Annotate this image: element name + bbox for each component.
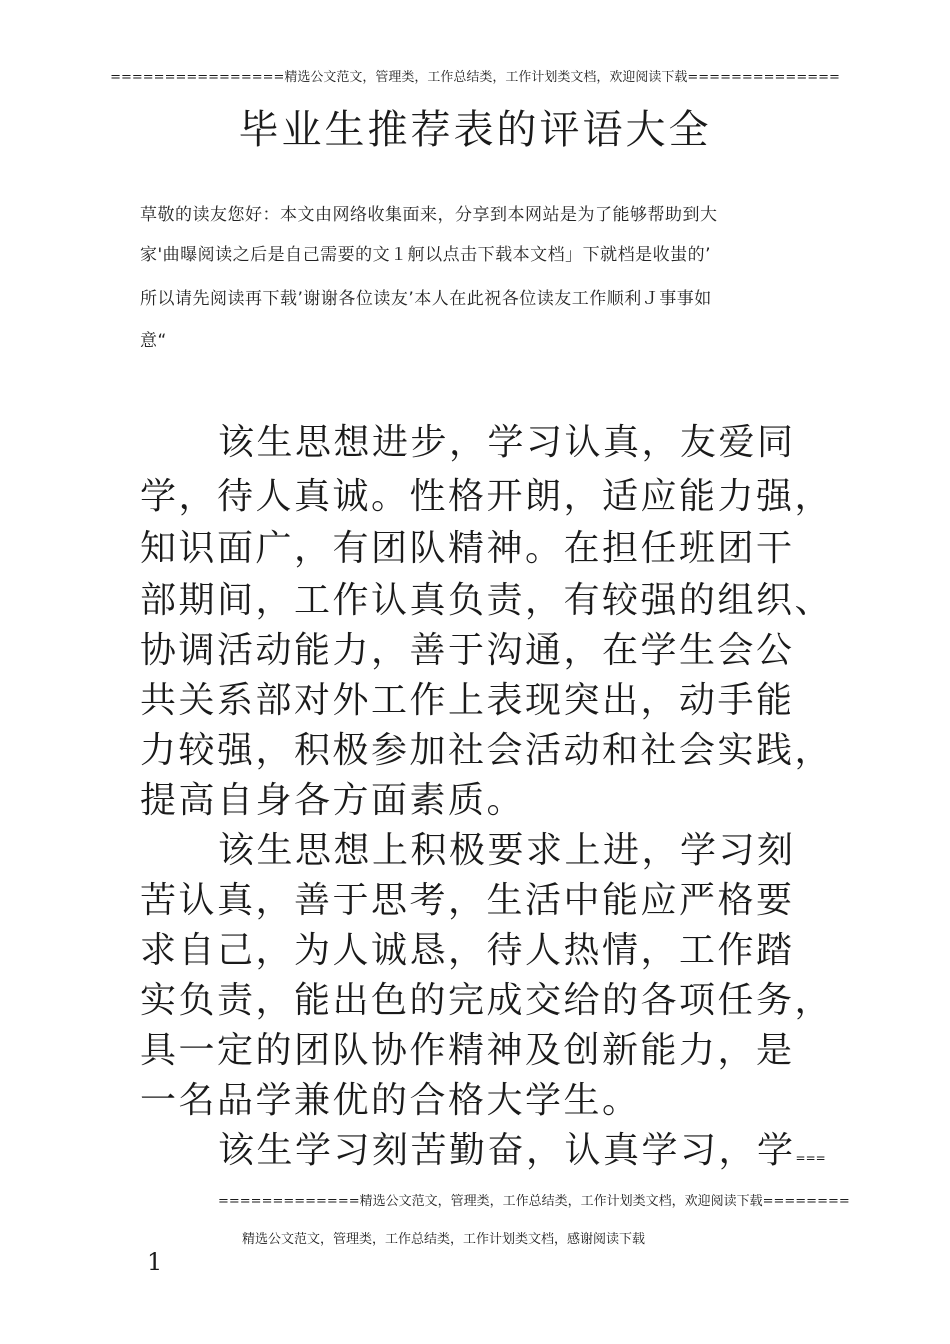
body-line: 协调活动能力，善于沟通，在学生会公 [140,630,795,671]
body-line: 该生思想上积极要求上进，学习刻 [218,830,796,871]
footer-note: 精选公文范文，管理类，工作总结类，工作计划类文档，感谢阅读下载 [242,1232,646,1247]
body-line: 具一定的团队协作精神及创新能力，是 [140,1030,795,1071]
body-line: 提高自身各方面素质。 [140,780,526,821]
notice-line: 草敬的读友您好：本文由网络收集面来，分享到本网站是为了能够帮助到大 [140,205,718,225]
body-line-last [218,1122,826,1173]
body-line: 力较强，积极参加社会活动和社会实践， [140,730,834,771]
body-line: 共关系部对外工作上表现突出，动手能 [140,680,795,721]
page-number: 1 [147,1248,163,1276]
footer-banner: =============精选公文范文，管理类，工作总结类，工作计划类文档，欢迎阅读下载======== [218,1194,850,1209]
body-line: 苦认真，善于思考，生活中能应严格要 [140,880,795,921]
header-banner: ================精选公文范文，管理类，工作总结类，工作计划类文档，欢迎阅读下载============== [110,70,840,85]
body-line: 知识面广，有团队精神。在担任班团干 [140,528,795,569]
body-line: 学，待人真诚。性格开朗，适应能力强， [140,476,834,517]
document-title: 毕业生推荐表的评语大全 [238,107,712,153]
notice-line: 所以请先阅读再下载’谢谢各位读友’本人在此祝各位读友工作顺利Ｊ事事如 [140,289,712,309]
body-line: 该生思想进步，学习认真，友爱同 [218,422,796,463]
body-line: 实负责，能出色的完成交给的各项任务， [140,980,834,1021]
notice-line: 家'曲曝阅读之后是自己需要的文１舸以点击下载本文档」下就档是收蚩的’ [140,245,712,265]
body-line: 求自己，为人诚恳，待人热情，工作踏 [140,930,795,971]
body-line: 一名品学兼优的合格大学生。 [140,1080,641,1121]
body-line-tail: === [795,1151,826,1165]
body-line: 部期间，工作认真负责，有较强的组织、 [140,580,834,621]
body-line-text: 该生学习刻苦勤奋，认真学习，学 [218,1130,796,1171]
notice-line: 意“ [140,331,167,351]
